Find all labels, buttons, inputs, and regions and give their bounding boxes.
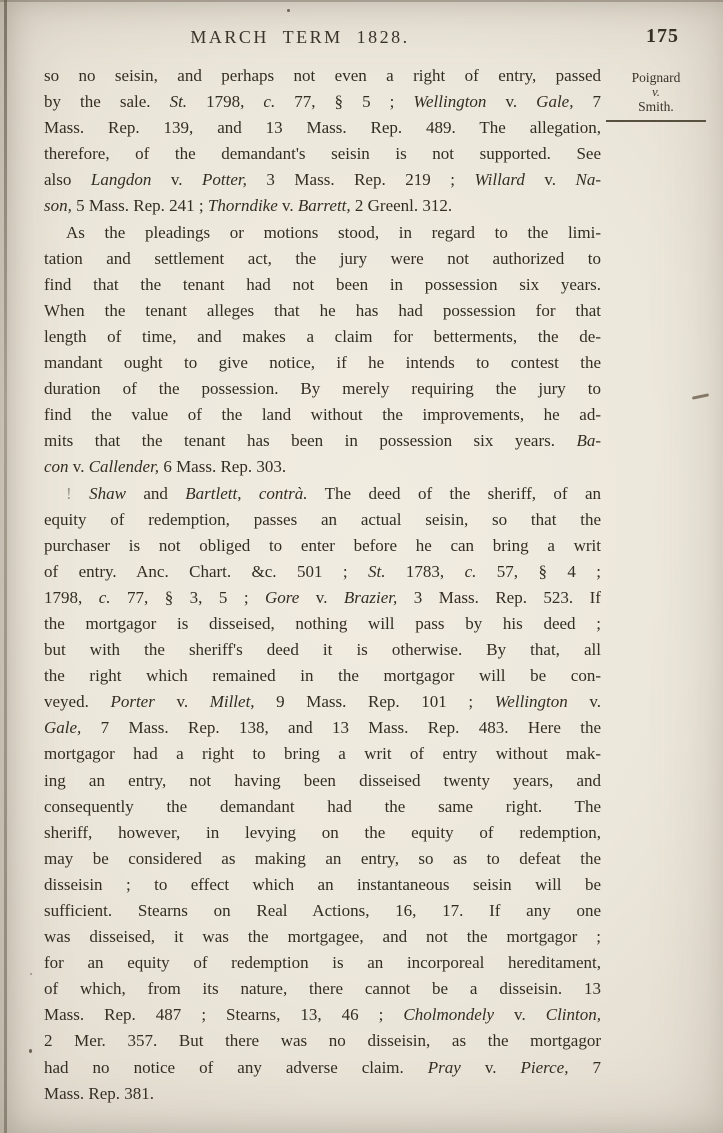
- text-run: of entry. Anc. Chart. &c. 501 ;: [44, 561, 369, 581]
- text-run: Gale,: [536, 92, 574, 112]
- text-line: [44, 428, 601, 454]
- text-run: Langdon: [90, 170, 152, 190]
- text-run: sheriff, however, in levying on the equity of redemption,: [44, 822, 601, 842]
- body-text: [44, 63, 601, 1107]
- text-run: !: [66, 483, 90, 503]
- text-line: [44, 533, 601, 559]
- text-run: v.: [567, 692, 602, 712]
- text-run: mits that the tenant has been in possession six years.: [44, 431, 577, 451]
- text-run: 5 Mass. Rep. 241 ;: [71, 196, 208, 216]
- text-run: c.: [263, 92, 276, 112]
- text-run: v.: [299, 587, 344, 607]
- text-run: was disseised, it was the mortgagee, and not the mortgagor ;: [44, 927, 601, 947]
- text-run: 6 Mass. Rep. 303.: [159, 457, 287, 477]
- text-run: 3 Mass. Rep. 219 ;: [246, 170, 475, 190]
- text-run: but with the sheriff's deed it is otherwise. By that, all: [44, 640, 601, 660]
- text-run: Thorndike: [207, 196, 278, 216]
- text-run: Mass. Rep. 487 ; Stearns, 13, 46 ;: [44, 1005, 404, 1025]
- text-run: 77, § 5 ;: [275, 92, 414, 112]
- text-run: St.: [169, 92, 188, 112]
- text-run: 57, § 4 ;: [476, 561, 601, 581]
- scan-speck: [287, 9, 290, 12]
- text-run: may be considered as making an entry, so as to defeat the: [44, 848, 601, 868]
- text-line: [44, 89, 601, 115]
- text-run: [241, 484, 258, 503]
- text-run: Shaw: [89, 483, 126, 503]
- text-run: the right which remained in the mortgagor will be con-: [44, 666, 601, 686]
- text-run: v.: [277, 196, 298, 216]
- text-line: [44, 272, 601, 298]
- text-line: [44, 611, 601, 637]
- text-run: c.: [464, 561, 477, 581]
- text-line: [44, 220, 601, 246]
- text-run: ing an entry, not having been disseised twenty years, and: [44, 770, 601, 790]
- text-line: [44, 794, 601, 820]
- text-line: [44, 193, 601, 219]
- text-line: [44, 141, 601, 167]
- text-run: equity of redemption, passes an actual seisin, so that the: [44, 509, 601, 529]
- text-run: 3 Mass. Rep. 523. If: [397, 587, 601, 607]
- text-run: 7 Mass. Rep. 138, and 13 Mass. Rep. 483. Here the: [81, 718, 601, 738]
- text-run: sufficient. Stearns on Real Actions, 16, 17. If any one: [44, 901, 601, 920]
- text-run: Brazier,: [343, 587, 398, 607]
- text-run: son,: [44, 196, 72, 216]
- margin-note-party1: Poignard: [631, 70, 681, 85]
- text-run: St.: [368, 561, 386, 581]
- text-run: consequently the demandant had the same right. The: [44, 796, 601, 816]
- text-line: [44, 507, 601, 533]
- text-run: Gore: [265, 587, 300, 607]
- text-run: Porter: [110, 692, 155, 712]
- text-run: v.: [151, 170, 203, 190]
- running-head: MARCH TERM 1828.: [190, 27, 410, 47]
- text-run: 77, § 3, 5 ;: [110, 587, 266, 607]
- text-line: [44, 481, 601, 507]
- margin-note-party2: Smith.: [638, 98, 674, 114]
- text-run: disseisin ; to effect which an instantaneous seisin will be: [44, 874, 601, 894]
- text-run: Mass. Rep. 381.: [44, 1083, 155, 1103]
- text-line: [44, 924, 601, 950]
- text-run: contrà.: [258, 483, 308, 503]
- text-run: of which, from its nature, there cannot be a disseisin. 13: [44, 979, 601, 999]
- text-run: so no seisin, and perhaps not even a right of entry, passed: [44, 66, 601, 85]
- text-line: [44, 768, 601, 794]
- text-run: find the value of the land without the improvements, he ad-: [44, 405, 601, 425]
- text-line: [44, 950, 601, 976]
- text-run: purchaser is not obliged to enter before he can bring a writ: [44, 535, 601, 555]
- text-run: Wellington: [413, 92, 487, 112]
- text-line: [44, 689, 601, 715]
- text-run: v.: [460, 1057, 521, 1077]
- text-line: [44, 402, 601, 428]
- text-line: [44, 376, 601, 402]
- text-run: therefore, of the demandant's seisin is not supported. See: [44, 144, 601, 164]
- text-run: mandant ought to give notice, if he intends to contest the: [44, 353, 601, 373]
- text-run: 2 Greenl. 312.: [350, 196, 453, 216]
- text-run: length of time, and makes a claim for betterments, the de-: [44, 326, 601, 346]
- margin-pen-mark: [692, 393, 709, 399]
- margin-note-versus: v.: [652, 84, 660, 99]
- text-run: Cholmondely: [403, 1005, 495, 1025]
- text-run: Gale,: [44, 718, 82, 738]
- text-line: [44, 246, 601, 272]
- text-line: [44, 63, 601, 89]
- text-run: for an equity of redemption is an incorporeal hereditament,: [44, 953, 601, 973]
- text-run: When the tenant alleges that he has had possession for that: [44, 300, 601, 320]
- text-run: duration of the possession. By merely requiring the jury to: [44, 379, 601, 399]
- text-line: [44, 1055, 601, 1081]
- text-run: Pierce,: [520, 1057, 569, 1077]
- page-left-edge-shadow: [4, 0, 7, 1133]
- text-run: con: [44, 457, 69, 477]
- text-line: [44, 898, 601, 924]
- scan-speck: [30, 973, 32, 975]
- text-run: 7: [573, 92, 602, 112]
- text-run: Mass. Rep. 139, and 13 Mass. Rep. 489. The allegation,: [44, 118, 601, 138]
- scan-speck: [29, 1049, 32, 1053]
- text-run: 7: [568, 1057, 601, 1077]
- text-run: veyed.: [44, 692, 111, 712]
- text-run: Ba-: [576, 431, 601, 451]
- text-run: and: [125, 483, 186, 503]
- text-run: v.: [494, 1005, 546, 1025]
- text-run: v.: [154, 692, 210, 712]
- text-run: Barrett,: [297, 196, 351, 216]
- text-line: [44, 846, 601, 872]
- text-line: [44, 298, 601, 324]
- text-run: 1798,: [187, 92, 264, 112]
- text-run: 1783,: [385, 561, 465, 581]
- text-run: Potter,: [202, 170, 247, 190]
- text-line: [44, 350, 601, 376]
- text-line: [44, 637, 601, 663]
- text-run: Clinton,: [545, 1005, 601, 1025]
- page-top-edge-shadow: [0, 0, 723, 2]
- text-run: the mortgagor is disseised, nothing will pass by his deed ;: [44, 613, 601, 633]
- text-run: by the sale.: [44, 92, 170, 112]
- page-number: 175: [646, 25, 679, 47]
- text-line: [44, 167, 601, 193]
- text-line: [44, 454, 601, 480]
- text-line: [44, 1002, 601, 1028]
- text-line: [44, 715, 601, 741]
- text-run: c.: [98, 587, 111, 607]
- text-line: [44, 1028, 601, 1054]
- text-run: Pray: [427, 1057, 461, 1077]
- margin-note-rule: [606, 120, 706, 122]
- text-line: [44, 741, 601, 767]
- text-run: Willard: [474, 170, 525, 190]
- text-run: As the pleadings or motions stood, in regard to the limi-: [66, 222, 601, 242]
- text-run: tation and settlement act, the jury were not authorized to: [44, 248, 601, 268]
- text-run: find that the tenant had not been in possession six years.: [44, 274, 601, 294]
- text-run: Bartlett,: [185, 483, 242, 503]
- margin-note: [606, 70, 706, 122]
- text-run: also: [44, 170, 91, 190]
- text-line: [44, 1081, 601, 1107]
- text-line: [44, 820, 601, 846]
- text-run: The deed of the sheriff, of an: [307, 483, 602, 503]
- text-line: [44, 115, 601, 141]
- text-run: Millet,: [209, 692, 255, 712]
- text-line: [44, 872, 601, 898]
- text-line: [44, 976, 601, 1002]
- text-run: Na-: [575, 170, 602, 190]
- text-run: mortgagor had a right to bring a writ of entry without mak-: [44, 744, 601, 764]
- text-line: [44, 559, 601, 585]
- text-line: [44, 324, 601, 350]
- text-run: v.: [524, 170, 576, 190]
- text-line: [44, 663, 601, 689]
- text-run: v.: [68, 457, 89, 477]
- text-run: had no notice of any adverse claim.: [44, 1057, 428, 1077]
- text-run: v.: [486, 92, 537, 112]
- text-run: Wellington: [494, 692, 568, 712]
- text-run: 9 Mass. Rep. 101 ;: [254, 692, 495, 712]
- text-run: Callender,: [88, 457, 160, 477]
- text-line: [44, 585, 601, 611]
- text-run: 1798,: [44, 587, 99, 607]
- text-run: 2 Mer. 357. But there was no disseisin, as the mortgagor: [44, 1031, 601, 1051]
